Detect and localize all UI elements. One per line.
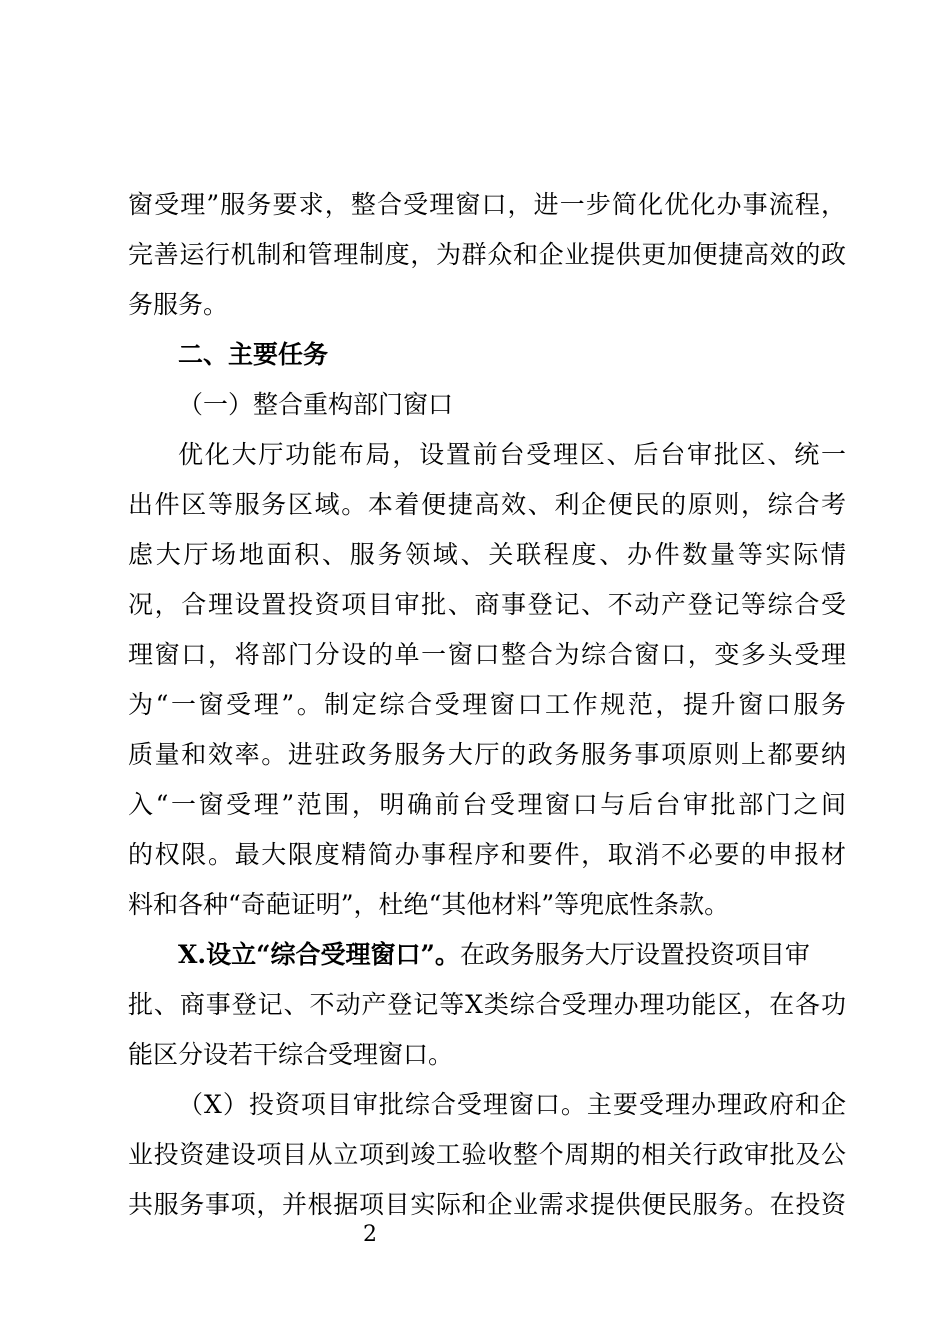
paragraph-line: 共服务事项，并根据项目实际和企业需求提供便民服务。在投资 — [128, 1190, 846, 1219]
paragraph-line: 能区分设若干综合受理窗口。 — [128, 1040, 454, 1069]
paragraph-line: 入“一窗受理”范围，明确前台受理窗口与后台审批部门之间 — [128, 790, 846, 819]
page-number: 2 — [363, 1222, 377, 1247]
item-heading: X.设立“综合受理窗口”。 — [178, 940, 460, 969]
paragraph-line: 虑大厅场地面积、服务领域、关联程度、办件数量等实际情 — [128, 540, 846, 569]
paragraph-line — [128, 930, 846, 980]
paragraph-line: 况，合理设置投资项目审批、商事登记、不动产登记等综合受 — [128, 590, 846, 619]
paragraph-line: 出件区等服务区域。本着便捷高效、利企便民的原则，综合考 — [128, 490, 846, 519]
subsection-heading: （一）整合重构部门窗口 — [178, 390, 454, 419]
section-heading: 二、主要任务 — [178, 340, 329, 369]
paragraph-line: 业投资建设项目从立项到竣工验收整个周期的相关行政审批及公 — [128, 1140, 846, 1169]
paragraph-line: （X）投资项目审批综合受理窗口。主要受理办理政府和企 — [178, 1090, 846, 1119]
paragraph-line: 窗受理”服务要求，整合受理窗口，进一步简化优化办事流程， — [128, 190, 846, 219]
paragraph-line: 理窗口，将部门分设的单一窗口整合为综合窗口，变多头受理 — [128, 640, 846, 669]
paragraph-line: 质量和效率。进驻政务服务大厅的政务服务事项原则上都要纳 — [128, 740, 846, 769]
paragraph-line: 完善运行机制和管理制度，为群众和企业提供更加便捷高效的政 — [128, 240, 846, 269]
paragraph-line: 务服务。 — [128, 290, 229, 319]
paragraph-line: 料和各种“奇葩证明”，杜绝“其他材料”等兜底性条款。 — [128, 890, 730, 919]
document-body — [128, 180, 846, 1230]
paragraph-line: 批、商事登记、不动产登记等X类综合受理办理功能区，在各功 — [128, 990, 846, 1019]
item-text: 在政务服务大厅设置投资项目审 — [459, 940, 810, 969]
paragraph-line: 的权限。最大限度精简办事程序和要件，取消不必要的申报材 — [128, 840, 846, 869]
paragraph-line: 优化大厅功能布局，设置前台受理区、后台审批区、统一 — [178, 440, 846, 469]
paragraph-line: 为“一窗受理”。制定综合受理窗口工作规范，提升窗口服务 — [128, 690, 846, 719]
